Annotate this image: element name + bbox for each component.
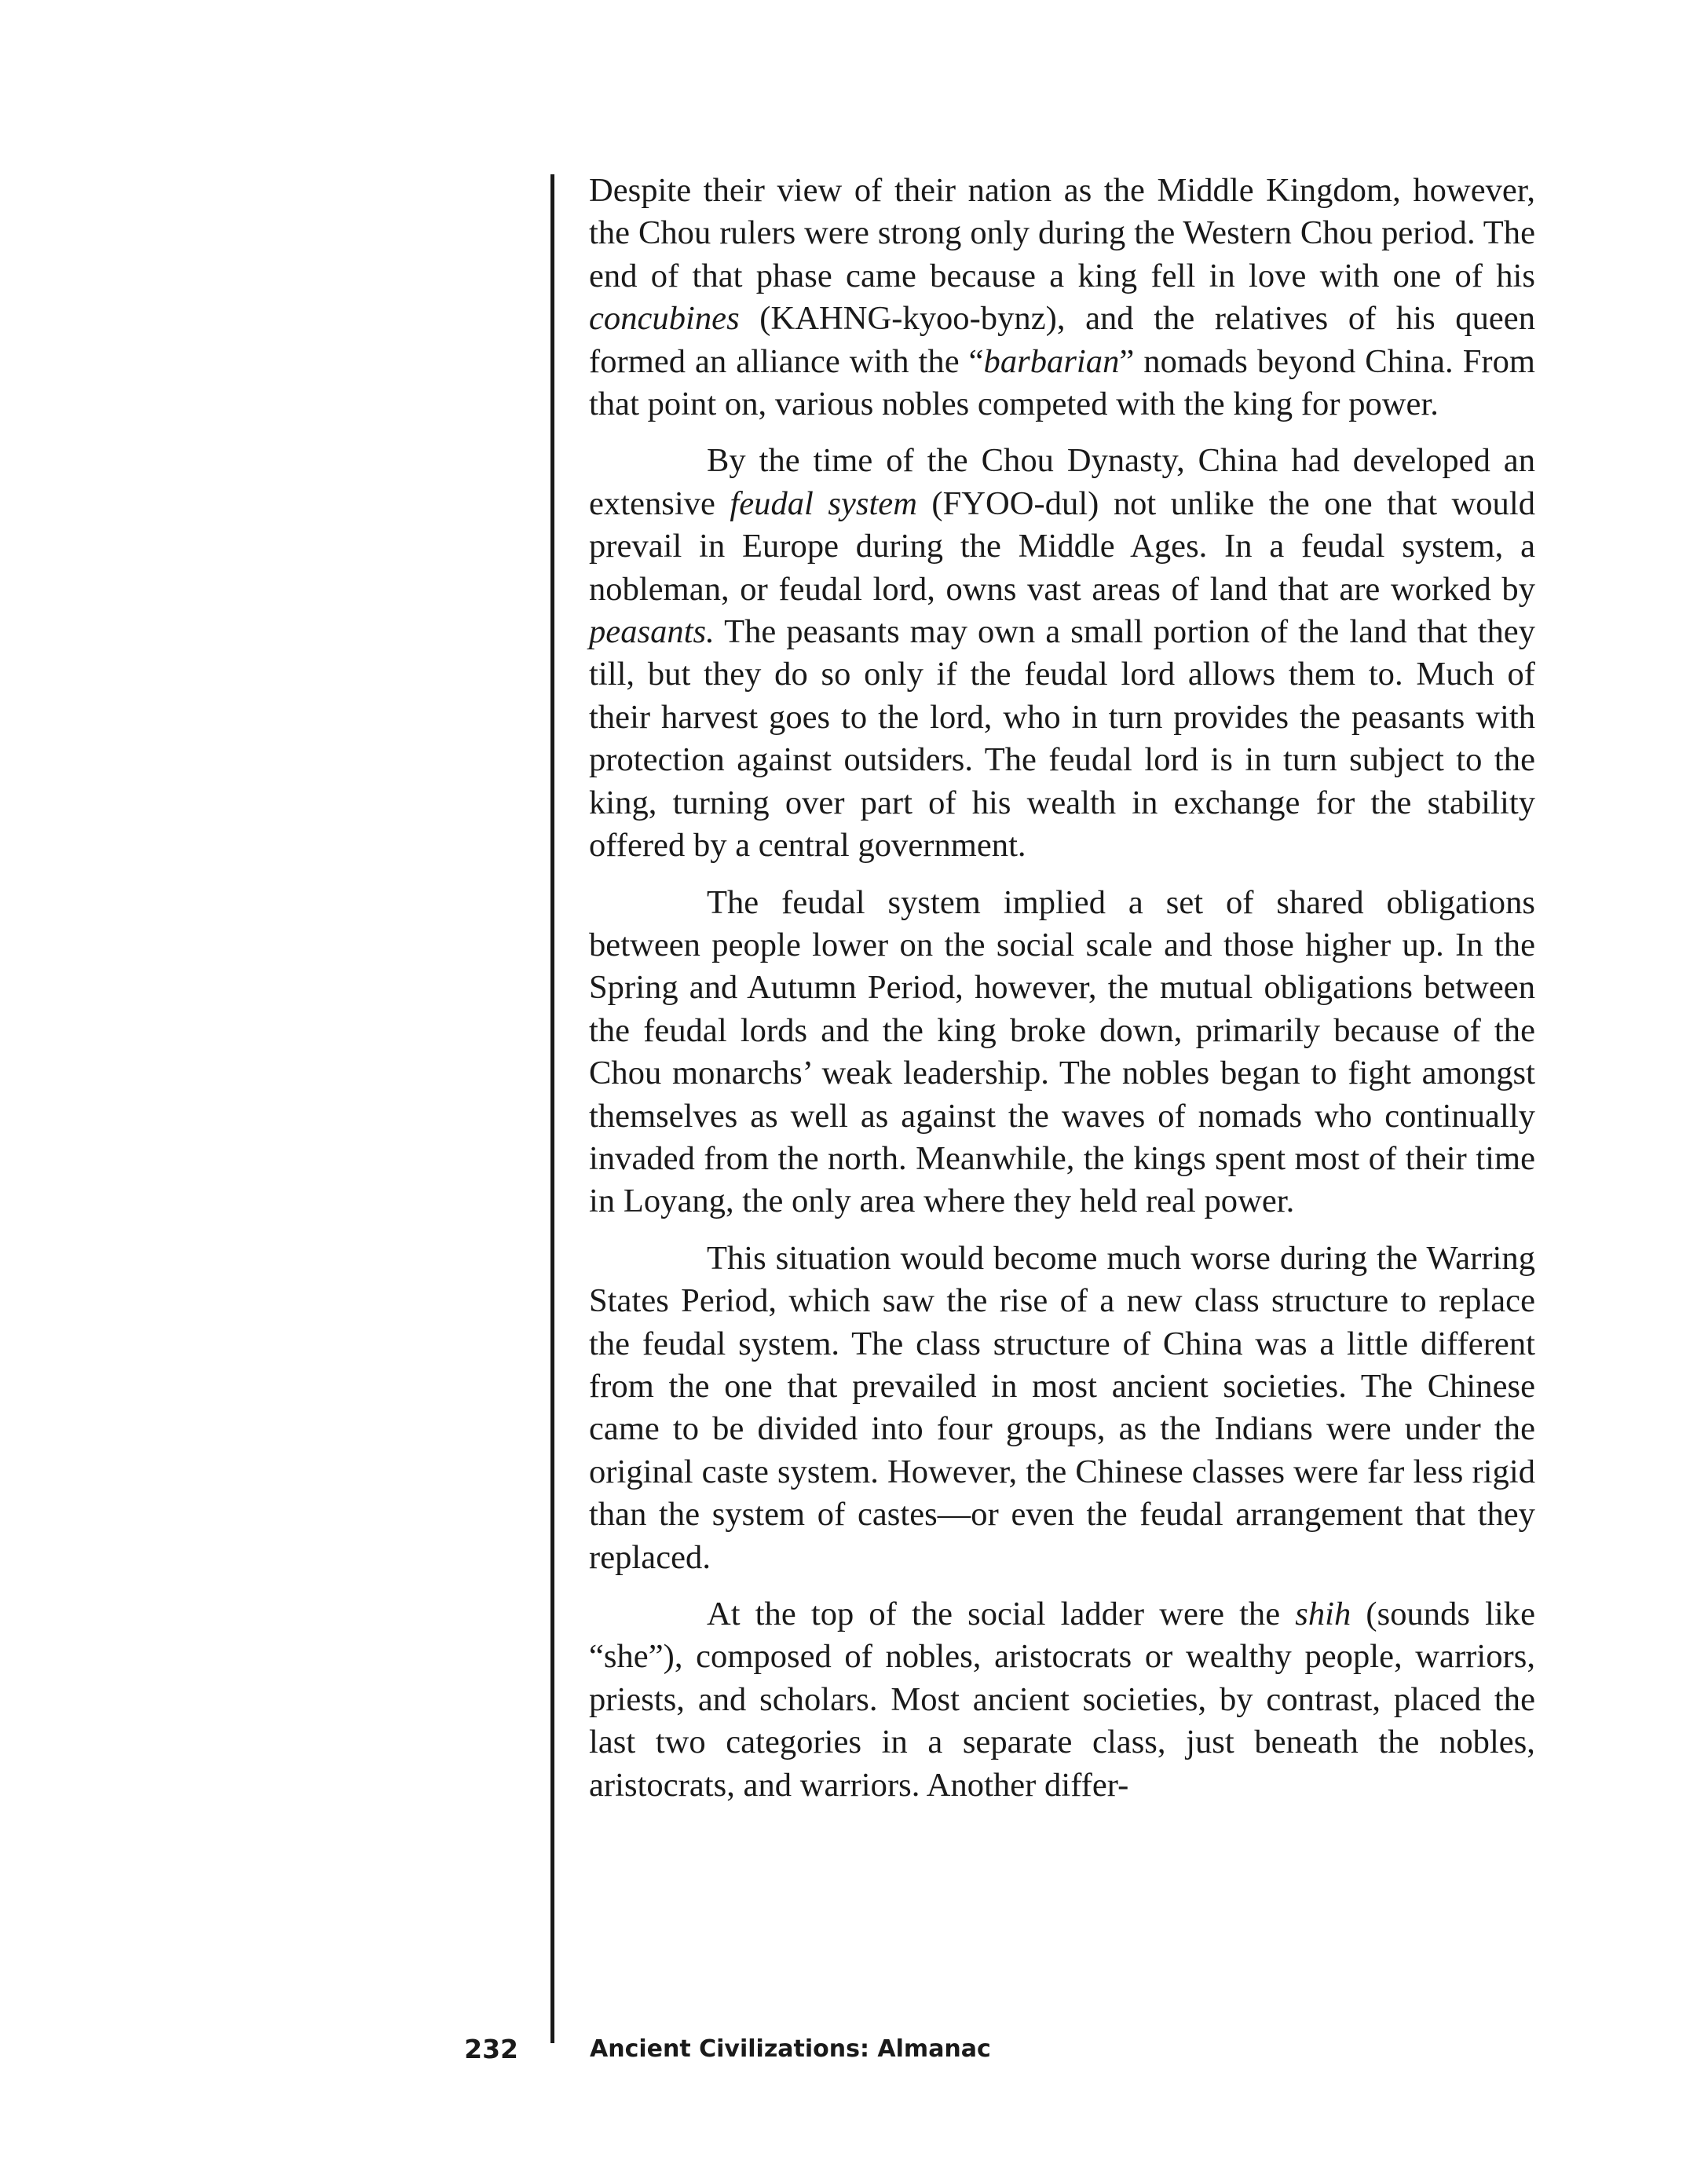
italic-term: peasants. (589, 613, 715, 651)
text-run: (FYOO-dul) not unlike the one that would prevail in Europe during the Middle Ages. In a feudal system, a nobleman, or feudal lord, owns vast areas of land that are worked by (589, 484, 1535, 608)
italic-term: barbarian (983, 342, 1120, 380)
text-run: By the time of the Chou Dynasty, China had developed an extensive (589, 442, 1535, 522)
paragraph (589, 170, 1535, 426)
text-run: The feudal system implied a set of shared obligations between people lower on the social scale and those higher up. In the Spring and Autumn Period, however, the mutual obligations between the feudal lords and the king broke down, primarily because of the Chou monarchs’ weak leadership. The nobles began to fight amongst themselves as well as against the waves of nomads who continually invaded from the north. Meanwhile, the kings spent most of their time in Loyang, the only area where they held real power. (589, 883, 1535, 1220)
page-number: 232 (464, 2034, 518, 2064)
text-run: (KAHNG-kyoo-bynz), and the relatives of his queen formed an alliance with the “ (589, 300, 1535, 380)
italic-term: shih (1295, 1596, 1351, 1632)
paragraph (589, 440, 1535, 867)
running-footer-title: Ancient Civilizations: Almanac (590, 2035, 991, 2063)
text-run: Despite their view of their nation as the Middle Kingdom, however, the Chou rulers were strong only during the Western Chou period. The end of that phase came because a king fell in love with one of his (589, 172, 1535, 294)
text-run: This situation would become much worse during the Warring States Period, which saw the rise of a new class structure to replace the feudal system. The class structure of China was a little different from the one that prevailed in most ancient societies. The Chinese came to be divided into four groups, as the Indians were under the original caste system. However, the Chinese classes were far less rigid than the system of castes—or even the feudal arrangement that they replaced. (589, 1239, 1535, 1576)
text-run: The peasants may own a small portion of the land that they till, but they do so only if the feudal lord allows them to. Much of their harvest goes to the lord, who in turn provides the peasants with protection against outsiders. The feudal lord is in turn subject to the king, turning over part of his wealth in exchange for the stability offered by a central government. (589, 613, 1535, 865)
paragraph (589, 1238, 1535, 1579)
body-text-column (589, 170, 1535, 1807)
italic-term: feudal system (730, 484, 917, 522)
text-run: At the top of the social ladder were the (707, 1596, 1296, 1632)
italic-term: concubines (589, 300, 740, 338)
text-run: ” nomads beyond China. From that point on, various nobles competed with the king for power. (589, 342, 1535, 423)
paragraph (589, 1593, 1535, 1807)
text-run: (sounds like “she”), composed of nobles, aristocrats or wealthy people, warriors, priests, and scholars. Most ancient societies, by contrast, placed the last two categories in a separate class, just beneath the nobles, aristocrats, and warriors. Another differ- (589, 1596, 1535, 1804)
paragraph (589, 882, 1535, 1223)
vertical-margin-rule (550, 174, 554, 2043)
